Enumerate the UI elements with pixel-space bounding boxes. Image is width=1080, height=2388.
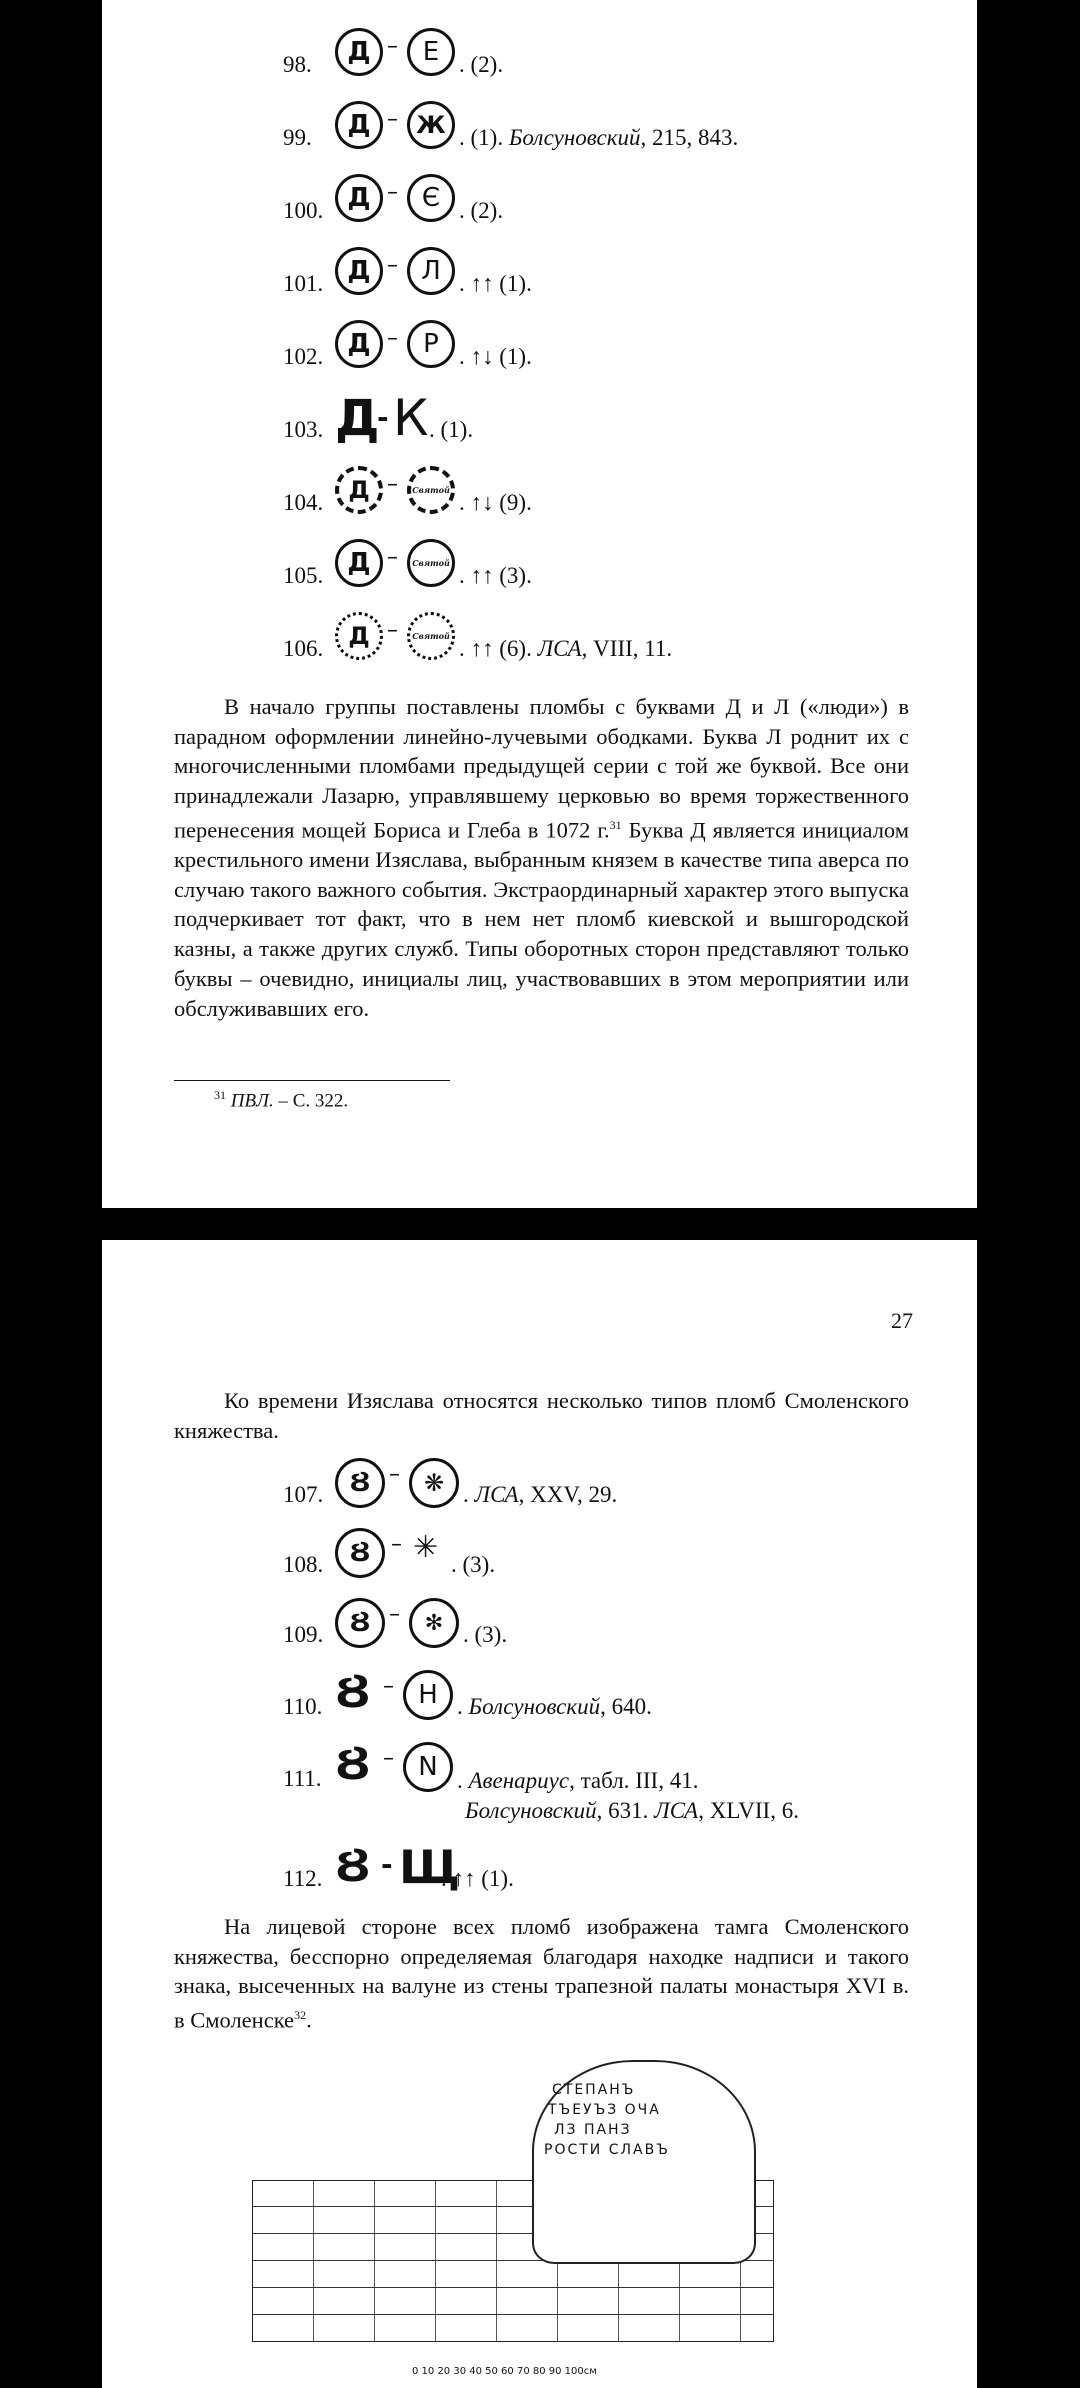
- inscription-line: ТЪЕУЪЗ ОЧА: [548, 2102, 661, 2118]
- dash: -: [377, 401, 389, 434]
- dash: –: [387, 326, 398, 351]
- entry-note: . (1).: [429, 417, 474, 442]
- entry-note: . (3).: [451, 1552, 496, 1577]
- entry-note: . ↑↑ (3).: [459, 563, 532, 588]
- letter-k-icon: К: [393, 389, 429, 447]
- entry-number: 111.: [283, 1766, 322, 1791]
- dash: –: [387, 34, 398, 59]
- tamga-icon: Ȣ: [335, 1739, 371, 1790]
- entry-number: 98.: [283, 52, 312, 77]
- seal-reverse-icon: Святой: [407, 539, 455, 587]
- dash: –: [391, 1532, 402, 1557]
- inscription-line: ЛЗ ПАНЗ: [554, 2122, 632, 2138]
- seal-reverse-icon: Н: [403, 1670, 453, 1720]
- entry-note: . (2).: [459, 198, 504, 223]
- footnote-divider: [174, 1080, 450, 1081]
- tamga-seal-icon: Ȣ: [335, 1458, 385, 1508]
- dash: –: [387, 618, 398, 643]
- entry-number: 109.: [283, 1622, 324, 1647]
- entry-note: . ↑↑ (1).: [441, 1866, 514, 1891]
- page-top: [102, 0, 977, 1208]
- entry-number: 101.: [283, 271, 324, 296]
- seal-obverse-icon: Д: [335, 320, 383, 368]
- dash: –: [389, 1602, 400, 1627]
- page-bottom: [102, 1240, 977, 2388]
- seal-obverse-gear-icon: Д: [335, 466, 383, 514]
- seal-obverse-icon: Д: [335, 101, 383, 149]
- seal-reverse-icon: Е: [407, 28, 455, 76]
- footnote: $^{31}$ ПВЛ. – С. 322.: [214, 1088, 349, 1112]
- entry-number: 108.: [283, 1552, 324, 1577]
- seal-reverse-icon: N: [403, 1742, 453, 1792]
- entry-note: . Болсуновский, 640.: [457, 1694, 652, 1719]
- dash: -: [381, 1848, 393, 1881]
- entry-note-line2: Болсуновский, 631. ЛСА, XLVII, 6.: [465, 1798, 799, 1823]
- dash: –: [383, 1746, 394, 1771]
- entry-note: . ↑↑ (6). ЛСА, VIII, 11.: [459, 636, 673, 661]
- tamga-seal-icon: Ȣ: [335, 1528, 385, 1578]
- rosette-seal-icon: ❋: [409, 1458, 459, 1508]
- tamga-icon: Ȣ: [335, 1667, 371, 1718]
- letter-shch-icon: Щ: [399, 1840, 460, 1894]
- seal-reverse-icon: Л: [407, 247, 455, 295]
- entry-note: . (1). Болсуновский, 215, 843.: [459, 125, 739, 150]
- entry-number: 99.: [283, 125, 312, 150]
- seal-obverse-dotted-icon: Д: [335, 612, 383, 660]
- boulder-drawing: [252, 2060, 772, 2300]
- entry-number: 110.: [283, 1694, 323, 1719]
- rosette-seal-icon: ✻: [409, 1598, 459, 1648]
- entry-number: 107.: [283, 1482, 324, 1507]
- dash: –: [387, 545, 398, 570]
- body-paragraph: В начало группы поставлены пломбы с буквами Д и Л («люди») в парадном оформлении линейно-лучевыми ободками. Буква Л роднит их с многочисленными пломбами предыдущей серии с той же буквой. Все они принадлежали Лазарю, управлявшему церковью во время торжественного перенесения мощей Бориса и Глеба в 1072 г.$^{31}$ Буква Д является инициалом крестильного имени Изяслава, выбранным князем в качестве типа аверса по случаю такого важного события. Экстраординарный характер этого выпуска подчеркивает тот факт, что в нем нет пломб киевской и вышгородской казны, а также других служб. Типы оборотных сторон представляют только буквы – очевидно, инициалы лиц, участвовавших в этом мероприятии или обслуживавших его.: [174, 694, 909, 1021]
- seal-reverse-icon: Є: [407, 174, 455, 222]
- body-paragraph: На лицевой стороне всех пломб изображена тамга Смоленского княжества, бесспорно определяемая благодаря находке надписи и такого знака, высеченных на валуне из стены трапезной палаты монастыря XVI в. в Смоленске$^{32}$.: [174, 1914, 909, 2033]
- entry-note: . (3).: [463, 1622, 508, 1647]
- entry-number: 103.: [283, 417, 324, 442]
- dash: –: [387, 107, 398, 132]
- seal-reverse-dotted-icon: Святой: [407, 612, 455, 660]
- seal-obverse-icon: Д: [335, 247, 383, 295]
- entry-number: 112.: [283, 1866, 323, 1891]
- boulder-illustration: [532, 2060, 756, 2264]
- tamga-icon: Ȣ: [335, 1841, 371, 1892]
- seal-obverse-icon: Д: [335, 174, 383, 222]
- entry-note: . Авенариус, табл. III, 41.: [457, 1768, 699, 1793]
- entry-note: . ↑↑ (1).: [459, 271, 532, 296]
- dash: –: [389, 1462, 400, 1487]
- entry-number: 106.: [283, 636, 324, 661]
- seal-reverse-icon: Р: [407, 320, 455, 368]
- entry-number: 100.: [283, 198, 324, 223]
- entry-note: . (2).: [459, 52, 504, 77]
- entry-number: 102.: [283, 344, 324, 369]
- asterisk-icon: ✳: [413, 1530, 439, 1565]
- seal-obverse-icon: Д: [335, 28, 383, 76]
- entry-number: 104.: [283, 490, 324, 515]
- seal-reverse-icon: Ж: [407, 101, 455, 149]
- dash: –: [387, 180, 398, 205]
- entry-note: . ЛСА, XXV, 29.: [463, 1482, 618, 1507]
- entry-note: . ↑↓ (9).: [459, 490, 532, 515]
- seal-reverse-gear-icon: Святой: [407, 466, 455, 514]
- seal-obverse-icon: Д: [335, 539, 383, 587]
- page-number: 27: [891, 1308, 913, 1333]
- tamga-seal-icon: Ȣ: [335, 1598, 385, 1648]
- entry-note: . ↑↓ (1).: [459, 344, 532, 369]
- scale-bar: 0 10 20 30 40 50 60 70 80 90 100см: [412, 2366, 597, 2377]
- entry-number: 105.: [283, 563, 324, 588]
- inscription-line: СТЕПАНЪ: [552, 2082, 636, 2098]
- inscription-line: РОСТИ СЛАВЪ: [544, 2142, 670, 2158]
- dash: –: [383, 1674, 394, 1699]
- dash: –: [387, 472, 398, 497]
- letter-d-icon: Д: [335, 389, 380, 447]
- dash: –: [387, 253, 398, 278]
- intro-paragraph: Ко времени Изяслава относятся несколько типов пломб Смоленского княжества.: [174, 1388, 909, 1443]
